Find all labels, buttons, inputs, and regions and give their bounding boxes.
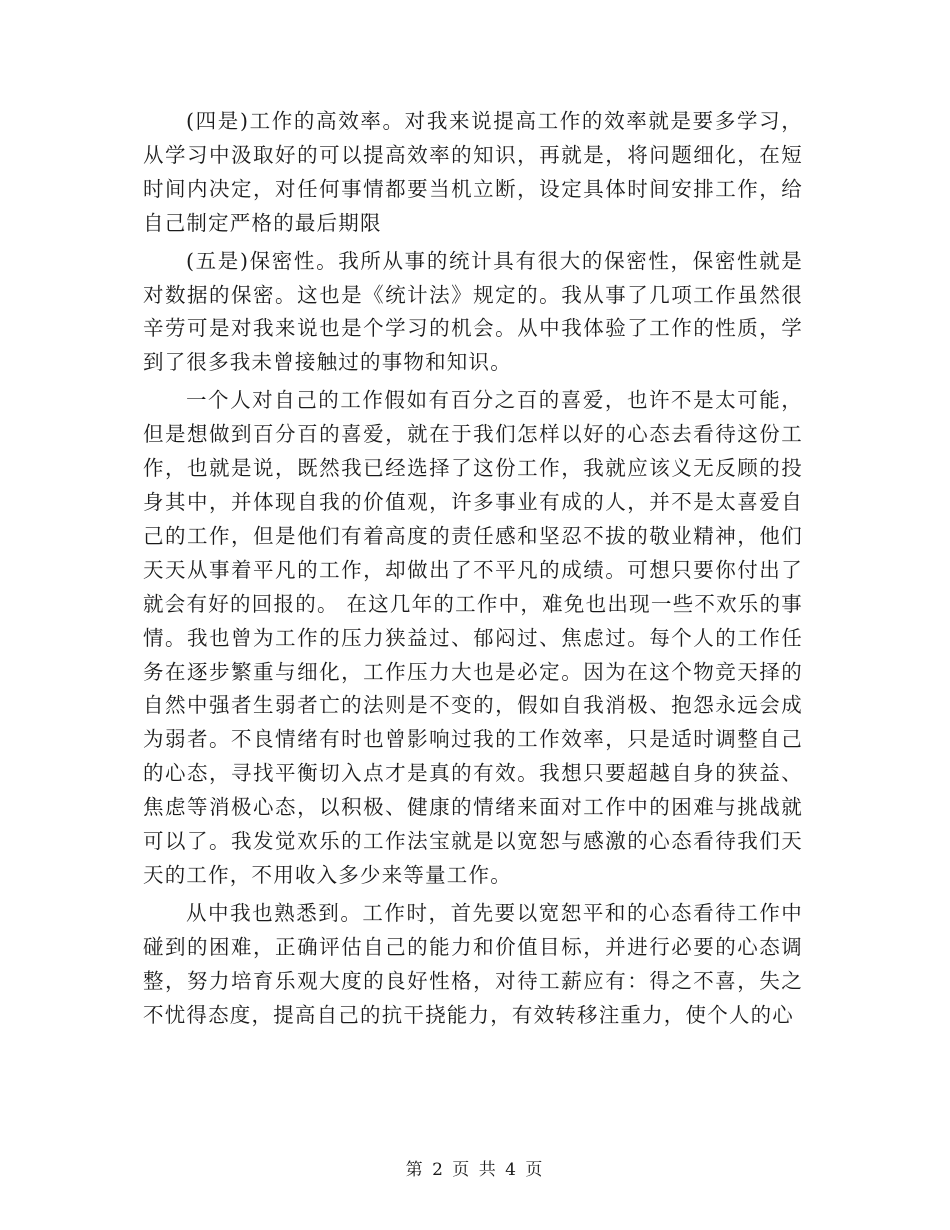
paragraph-attitude: 一个人对自己的工作假如有百分之百的喜爱，也许不是太可能，但是想做到百分百的喜爱，就在于我们怎样以好的心态去看待这份工作，也就是说，既然我已经选择了这份工作，我就应该义无反顾的投身其中，并体现自我的价值观，许多事业有成的人，并不是太喜爱自己的工作，但是他们有着高度的责任感和坚忍不拔的敬业精神，他们天天从事着平凡的工作，却做出了不平凡的成绩。可想只要你付出了就会有好的回报的。 在这几年的工作中，难免也出现一些不欢乐的事情。我也曾为工作的压力狭益过、郁闷过、焦虑过。每个人的工作任务在逐步繁重与细化，工作压力大也是必定。因为在这个物竞天择的自然中强者生弱者亡的法则是不变的，假如自我消极、抱怨永远会成为弱者。不良情绪有时也曾影响过我的工作效率，只是适时调整自己的心态，寻找平衡切入点才是真的有效。我想只要超越自身的狭益、焦虑等消极心态，以积极、健康的情绪来面对工作中的困难与挑战就可以了。我发觉欢乐的工作法宝就是以宽恕与感激的心态看待我们天天的工作，不用收入多少来等量工作。 [143,388,803,887]
paragraph-efficiency: (四是)工作的高效率。对我来说提高工作的效率就是要多学习，从学习中汲取好的可以提高效率的知识，再就是，将问题细化，在短时间内决定，对任何事情都要当机立断，设定具体时间安排工作，给自己制定严格的最后期限 [143,109,803,235]
page-footer [0,1155,950,1180]
document-body [143,105,803,1032]
paragraph-confidentiality: (五是)保密性。我所从事的统计具有很大的保密性，保密性就是对数据的保密。这也是《统计法》规定的。我从事了几项工作虽然很辛劳可是对我来说也是个学习的机会。从中我体验了工作的性质，学到了很多我未曾接触过的事物和知识。 [143,248,803,375]
paragraph-lessons: 从中我也熟悉到。工作时，首先要以宽恕平和的心态看待工作中碰到的困难，正确评估自己的能力和价值目标，并进行必要的心态调整，努力培育乐观大度的良好性格，对待工薪应有：得之不喜，失之不忧得态度，提高自己的抗干挠能力，有效转移注重力，使个人的心 [143,900,803,1027]
page-number-label: 第 2 页 共 4 页 [405,1160,545,1180]
